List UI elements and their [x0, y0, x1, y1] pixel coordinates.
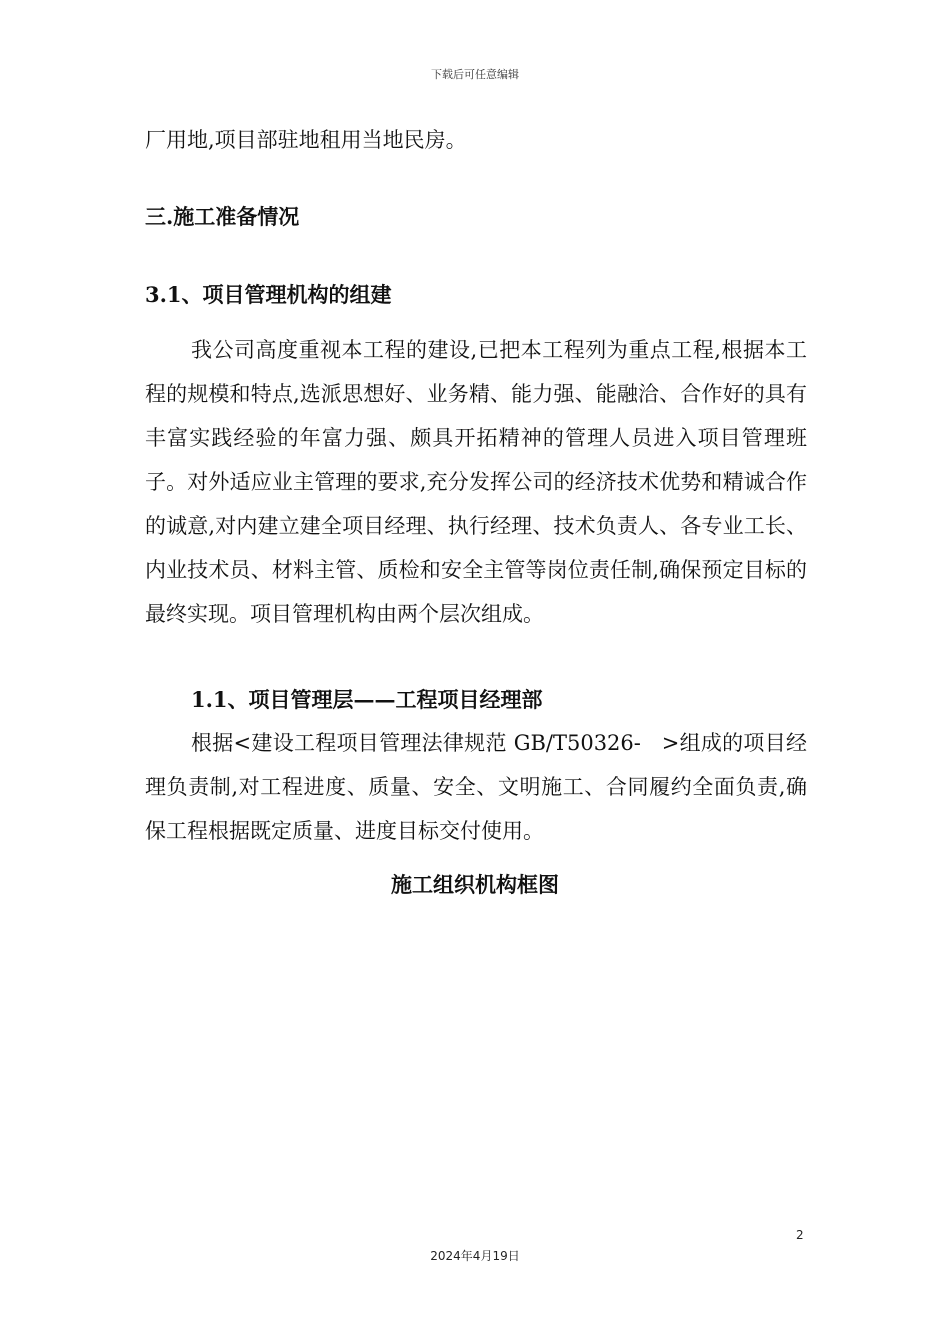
- footer-date: 2024年4月19日: [430, 1249, 520, 1263]
- subsection-heading: 3.1、项目管理机构的组建: [145, 282, 392, 307]
- figure-title: 施工组织机构框图: [391, 872, 559, 897]
- paragraph-management-text: 根据<建设工程项目管理法律规范 GB/T50326- >组成的项目经理负责制,对工程进度、质量、安全、文明施工、合同履约全面负责,确保工程根据既定质量、进度目标交付使用。: [145, 731, 807, 843]
- item-heading: 1.1、项目管理层——工程项目经理部: [191, 687, 543, 712]
- header-note: 下载后可任意编辑: [431, 68, 519, 81]
- paragraph-organization: [145, 328, 807, 636]
- page-number: 2: [796, 1228, 804, 1242]
- paragraph-management: [145, 721, 807, 853]
- paragraph-organization-text: 我公司高度重视本工程的建设,已把本工程列为重点工程,根据本工程的规模和特点,选派思想好、业务精、能力强、能融洽、合作好的具有丰富实践经验的年富力强、颇具开拓精神的管理人员进入项目管理班子。对外适应业主管理的要求,充分发挥公司的经济技术优势和精诚合作的诚意,对内建立建全项目经理、执行经理、技术负责人、各专业工长、内业技术员、材料主管、质检和安全主管等岗位责任制,确保预定目标的最终实现。项目管理机构由两个层次组成。: [145, 338, 807, 626]
- continuation-line: 厂用地,项目部驻地租用当地民房。: [145, 128, 467, 152]
- continuation-text: [145, 118, 807, 162]
- section-heading: 三.施工准备情况: [145, 204, 300, 229]
